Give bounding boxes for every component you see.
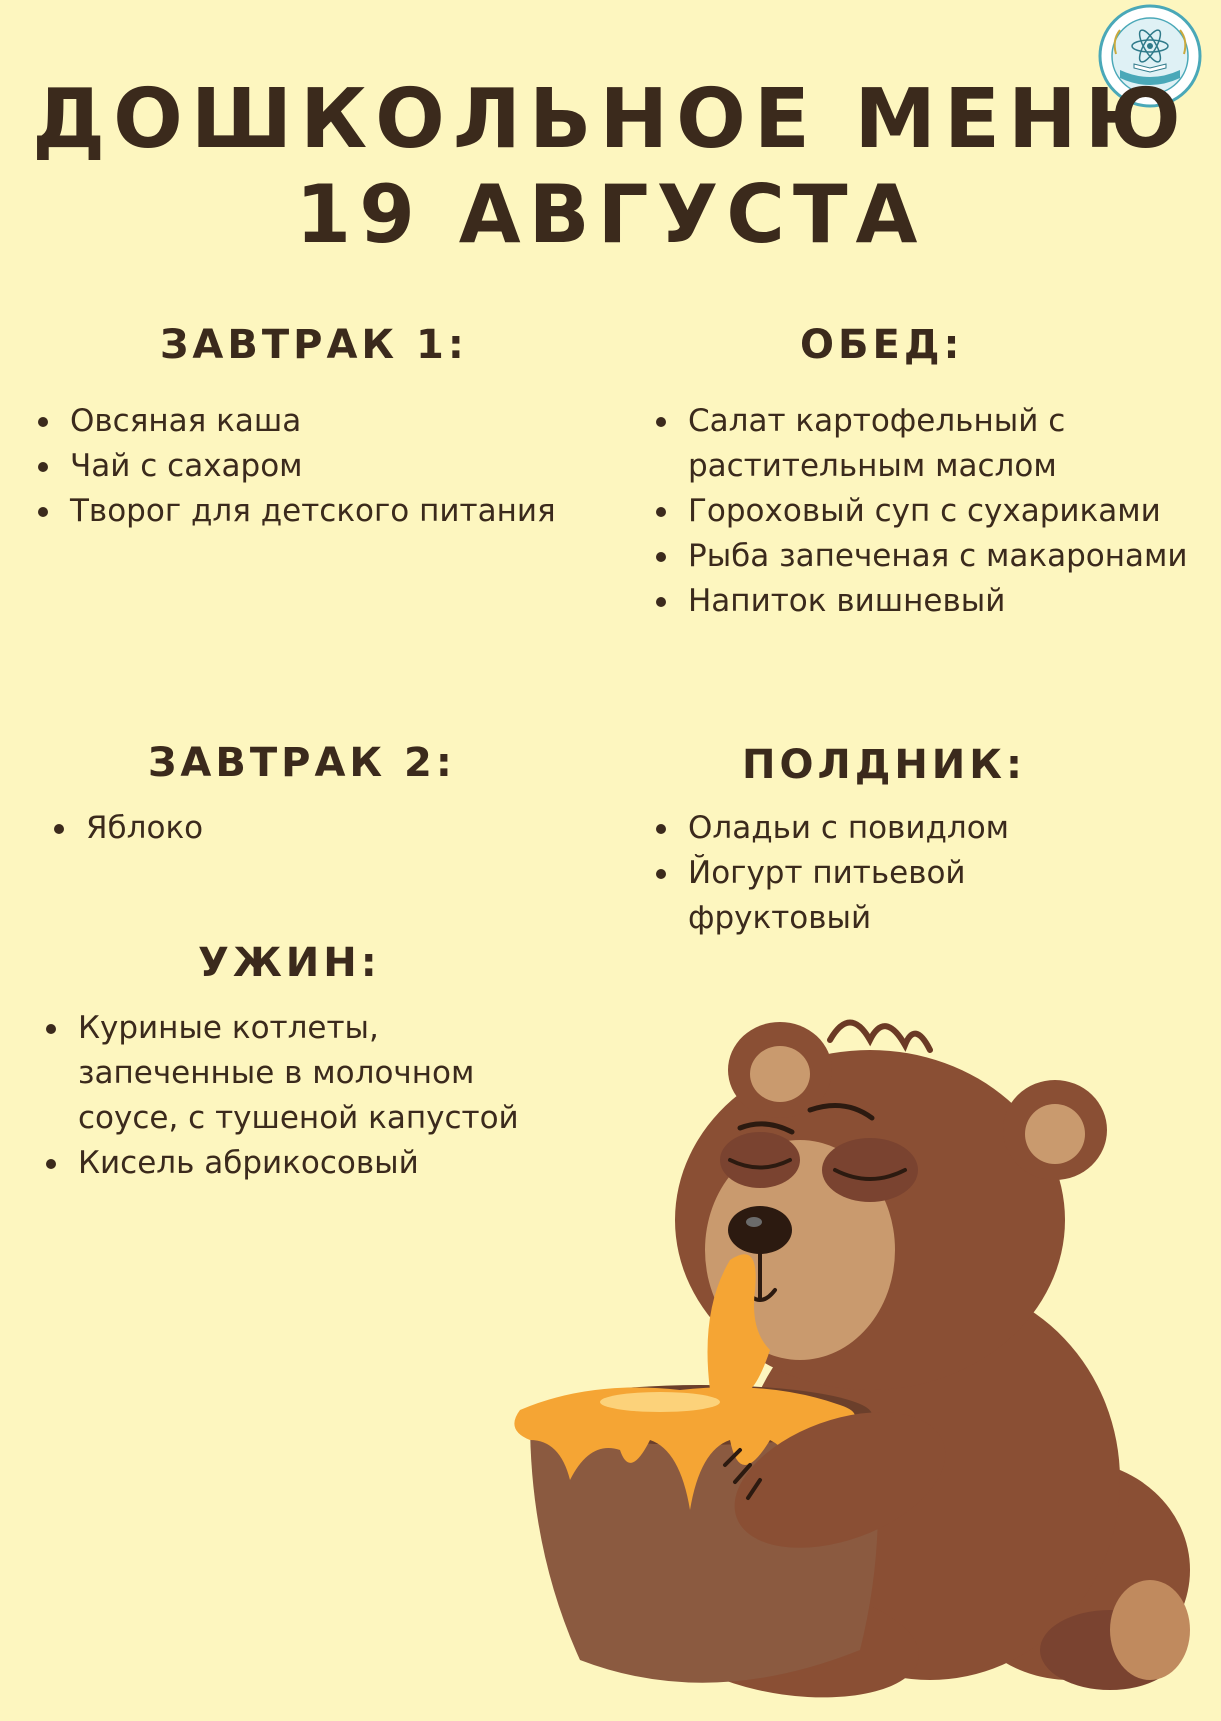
page-title: ДОШКОЛЬНОЕ МЕНЮ [32,72,1189,167]
page-subtitle-date: 19 АВГУСТА [295,168,926,261]
snack-list [652,806,1052,941]
list-item: Гороховый суп с сухариками [652,489,1212,534]
list-item: Кисель абрикосовый [42,1141,532,1186]
list-item: Оладьи с повидлом [652,806,1052,851]
list-item: Чай с сахаром [34,444,594,489]
dinner-list [42,1006,532,1186]
list-item: Рыба запеченая с макаронами [652,534,1212,579]
list-item: Салат картофельный с растительным маслом [652,399,1212,489]
bear-with-honey-pot-illustration [510,1010,1200,1721]
list-item: Куриные котлеты, запеченные в молочном соусе, с тушеной капустой [42,1006,532,1141]
snack-heading: ПОЛДНИК: [742,742,1026,788]
list-item: Напиток вишневый [652,579,1212,624]
list-item: Яблоко [50,806,550,851]
dinner-heading: УЖИН: [198,940,381,986]
breakfast1-heading: ЗАВТРАК 1: [160,322,468,368]
breakfast2-heading: ЗАВТРАК 2: [148,740,456,786]
breakfast2-list [50,806,550,851]
list-item: Творог для детского питания [34,489,594,534]
lunch-list [652,399,1212,624]
lunch-heading: ОБЕД: [800,322,964,368]
list-item: Йогурт питьевой фруктовый [652,851,1052,941]
breakfast1-list [34,399,594,534]
list-item: Овсяная каша [34,399,594,444]
